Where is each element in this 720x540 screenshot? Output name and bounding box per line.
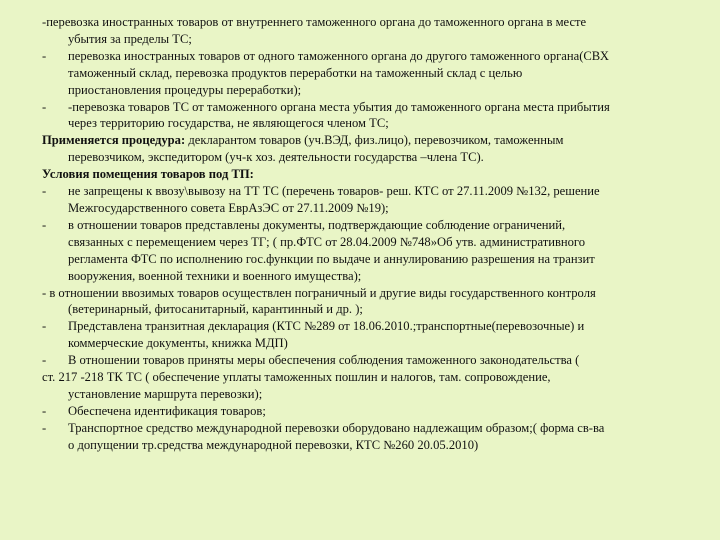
text-line: приостановления процедуры переработки); bbox=[68, 82, 302, 97]
text-line: Межгосударственного совета ЕврАзЭС от 27.11.2009 №19); bbox=[68, 200, 389, 215]
heading-text: Условия помещения товаров под ТП: bbox=[42, 167, 254, 182]
text-line: в отношении товаров представлены документы, подтверждающие соблюдение ограничений, bbox=[68, 217, 566, 232]
bullet-item bbox=[42, 420, 694, 454]
bullet-item bbox=[42, 403, 694, 420]
paragraph-transit-1 bbox=[42, 14, 694, 48]
text-line bbox=[42, 132, 694, 149]
text-line: через территорию государства, не являющегося членом ТС; bbox=[68, 116, 389, 131]
text-line: Обеспечена идентификация товаров; bbox=[68, 403, 266, 418]
text-line: перевозка иностранных товаров от одного таможенного органа до другого таможенного органа(СВХ bbox=[68, 48, 609, 63]
bullet-dash: - bbox=[42, 403, 47, 418]
text-line: не запрещены к ввозу\вывозу на ТТ ТС (перечень товаров- реш. КТС от 27.11.2009 №132, решение bbox=[68, 184, 600, 199]
bullet-item bbox=[42, 48, 694, 99]
bullet-item bbox=[42, 217, 694, 285]
text-line: (ветеринарный, фитосанитарный, карантинный и др. ); bbox=[68, 302, 363, 317]
text-line: -перевозка товаров ТС от таможенного органа места убытия до таможенного органа места прибытия bbox=[68, 99, 610, 114]
bullet-dash: - bbox=[42, 420, 47, 435]
text-line: вооружения, военной техники и военного имущества); bbox=[68, 268, 362, 283]
bullet-item bbox=[42, 285, 694, 319]
bullet-dash: - bbox=[42, 184, 47, 199]
text-line: ст. 217 -218 ТК ТС ( обеспечение уплаты таможенных пошлин и налогов, там. сопровождение, bbox=[42, 370, 551, 385]
paragraph-article-ref bbox=[42, 369, 694, 403]
paragraph-applicability bbox=[42, 132, 694, 166]
text-line: таможенный склад, перевозка продуктов переработки на таможенный склад с целью bbox=[68, 65, 523, 80]
bullet-dash: - bbox=[42, 217, 47, 232]
text-line: Представлена транзитная декларация (КТС №289 от 18.06.2010.;транспортные(перевозочные) и bbox=[68, 319, 585, 334]
bullet-dash: - bbox=[42, 48, 47, 63]
text-line: установление маршрута перевозки); bbox=[68, 386, 263, 401]
text-line: регламента ФТС по исполнению гос.функции по выдаче и аннулированию разрешения на транзит bbox=[68, 251, 595, 266]
text-line: убытия за пределы ТС; bbox=[68, 31, 192, 46]
bullet-dash: - bbox=[42, 353, 47, 368]
text-line: - в отношении ввозимых товаров осуществлен пограничный и другие виды государственного контроля bbox=[42, 285, 596, 300]
text-line: связанных с перемещением через ТГ; ( пр.ФТС от 28.04.2009 №748»Об утв. административного bbox=[68, 234, 586, 249]
text-line: коммерческие документы, книжка МДП) bbox=[68, 336, 288, 351]
bullet-item bbox=[42, 352, 694, 369]
bullet-dash: - bbox=[42, 99, 47, 114]
bullet-item bbox=[42, 99, 694, 133]
text-line: -перевозка иностранных товаров от внутреннего таможенного органа до таможенного органа в месте bbox=[42, 15, 587, 29]
bold-lead: Применяется процедура: bbox=[42, 133, 186, 148]
section-heading bbox=[42, 166, 694, 183]
bullet-dash: - bbox=[42, 319, 47, 334]
bullet-item bbox=[42, 183, 694, 217]
text-line: Транспортное средство международной перевозки оборудовано надлежащим образом;( форма св-ва bbox=[68, 420, 605, 435]
text-run: декларантом товаров (уч.ВЭД, физ.лицо), перевозчиком, таможенным bbox=[185, 133, 564, 148]
text-line: В отношении товаров приняты меры обеспечения соблюдения таможенного законодательства ( bbox=[68, 353, 580, 368]
text-line: перевозчиком, экспедитором (уч-к хоз. деятельности государства –члена ТС). bbox=[68, 150, 484, 165]
bullet-item bbox=[42, 318, 694, 352]
text-line: о допущении тр.средства международной перевозки, КТС №260 20.05.2010) bbox=[68, 437, 479, 452]
